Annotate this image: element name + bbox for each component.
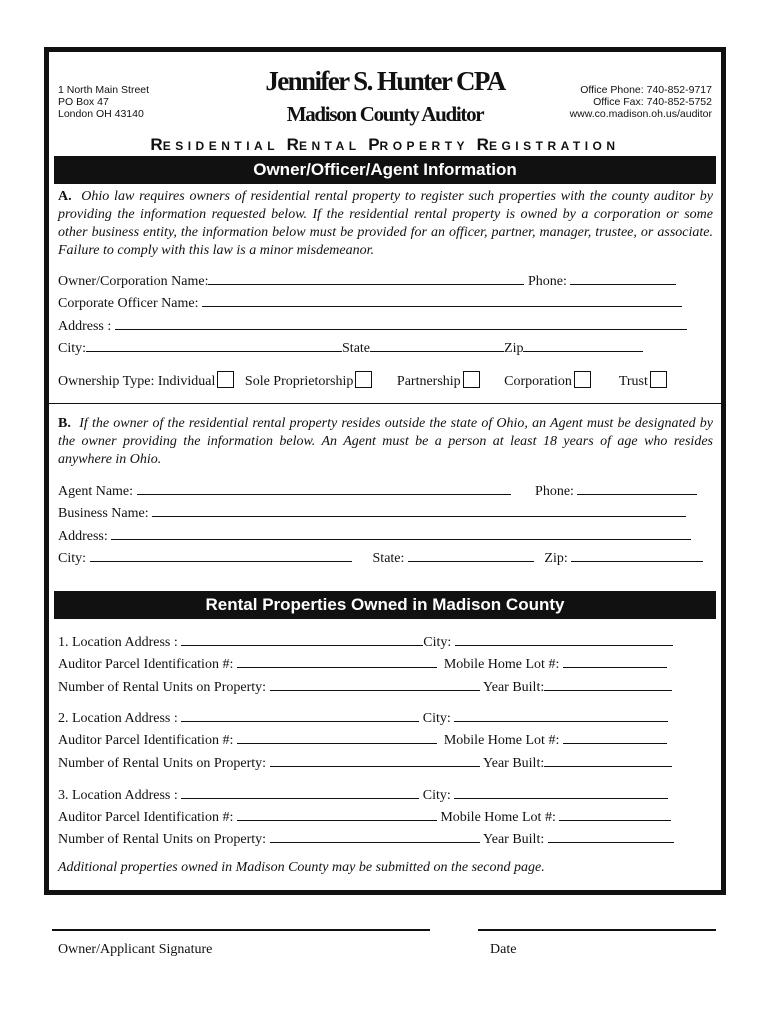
sole-proprietorship-label: Sole Proprietorship xyxy=(244,374,354,389)
officer-name-field[interactable] xyxy=(202,294,682,307)
auditor-name: Jennifer S. Hunter CPA xyxy=(265,66,505,96)
section-header-owner: Owner/Officer/Agent Information xyxy=(54,156,716,184)
agent-city-label: City: xyxy=(58,551,87,566)
office-contact xyxy=(570,84,712,120)
owner-city-row xyxy=(58,339,643,357)
agent-zip-field[interactable] xyxy=(571,549,703,562)
address-line: London OH 43140 xyxy=(58,108,144,120)
property-3-location-row xyxy=(58,786,668,804)
officer-name-row xyxy=(58,294,682,312)
agent-name-row xyxy=(58,482,697,500)
owner-phone-field[interactable] xyxy=(570,272,676,285)
owner-city-field[interactable] xyxy=(86,339,342,352)
property-city-label: City: xyxy=(422,788,451,803)
agent-name-label: Agent Name: xyxy=(58,484,134,499)
property-location-label: 3. Location Address : xyxy=(58,788,178,803)
owner-state-label: State xyxy=(342,341,371,356)
property-year-label: Year Built: xyxy=(483,756,545,771)
agent-name-field[interactable] xyxy=(137,482,511,495)
section-b-paragraph xyxy=(58,415,713,469)
owner-state-field[interactable] xyxy=(370,339,504,352)
property-3-location-field[interactable] xyxy=(181,786,419,799)
property-lot-label: Mobile Home Lot #: xyxy=(443,657,560,672)
address-line: 1 North Main Street xyxy=(58,84,150,96)
property-2-parcel-field[interactable] xyxy=(237,731,437,744)
contact-line: Office Fax: 740-852-5752 xyxy=(593,96,712,108)
officer-name-label: Corporate Officer Name: xyxy=(58,296,199,311)
owner-city-label: City: xyxy=(58,341,87,356)
property-3-parcel-field[interactable] xyxy=(237,808,437,821)
agent-state-field[interactable] xyxy=(408,549,534,562)
property-lot-label: Mobile Home Lot #: xyxy=(440,810,556,825)
para-label-a: A. xyxy=(58,189,72,204)
business-name-field[interactable] xyxy=(152,504,686,517)
owner-name-field[interactable] xyxy=(208,272,524,285)
auditor-office: Madison County Auditor xyxy=(286,102,484,126)
property-1-parcel-row xyxy=(58,655,667,673)
section-header-properties: Rental Properties Owned in Madison County xyxy=(54,591,716,619)
property-units-label: Number of Rental Units on Property: xyxy=(58,832,267,847)
property-year-label: Year Built: xyxy=(483,680,545,695)
form-title: RESIDENTIAL RENTAL PROPERTY REGISTRATION xyxy=(150,135,620,154)
property-parcel-label: Auditor Parcel Identification #: xyxy=(58,657,234,672)
agent-phone-label: Phone: xyxy=(535,484,574,499)
section-b-text: If the owner of the residential rental property resides outside the state of Ohio, an Agent must be designated by the owner providing the information below. An Agent must be a person at least 18 years of age who resides anywhere in Ohio. xyxy=(58,416,713,467)
property-3-units-row xyxy=(58,830,674,848)
property-units-label: Number of Rental Units on Property: xyxy=(58,756,267,771)
agent-zip-label: Zip: xyxy=(544,551,568,566)
agent-address-field[interactable] xyxy=(111,527,691,540)
website-link[interactable]: www.co.madison.oh.us/auditor xyxy=(569,108,712,120)
property-parcel-label: Auditor Parcel Identification #: xyxy=(58,810,234,825)
agent-phone-field[interactable] xyxy=(577,482,697,495)
property-1-location-row xyxy=(58,633,673,651)
property-city-label: City: xyxy=(422,711,451,726)
signature-line[interactable] xyxy=(52,929,430,931)
property-1-units-row xyxy=(58,678,672,696)
property-city-label: City: xyxy=(423,635,452,650)
owner-zip-label: Zip xyxy=(504,341,524,356)
property-parcel-label: Auditor Parcel Identification #: xyxy=(58,733,234,748)
owner-address-field[interactable] xyxy=(115,317,687,330)
address-line: PO Box 47 xyxy=(58,96,109,108)
owner-address-row xyxy=(58,317,687,335)
property-1-units-field[interactable] xyxy=(270,678,480,691)
property-2-year-field[interactable] xyxy=(544,754,672,767)
agent-address-label: Address: xyxy=(58,529,108,544)
owner-zip-field[interactable] xyxy=(523,339,643,352)
owner-phone-label: Phone: xyxy=(527,274,567,289)
owner-name-label: Owner/Corporation Name: xyxy=(58,274,209,289)
property-1-city-field[interactable] xyxy=(455,633,673,646)
agent-city-field[interactable] xyxy=(90,549,352,562)
section-a-text: Ohio law requires owners of residential rental property to register such properties with the county auditor by providing the information requested below. If the residential rental property is owned by a corporation or some other business entity, the information below must be provided for an officer, partner, manager, trustee, or associate. Failure to comply with this law is a minor misdemeanor. xyxy=(58,189,713,258)
signature-label: Owner/Applicant Signature xyxy=(58,942,213,957)
trust-label: Trust xyxy=(618,374,648,389)
business-name-row xyxy=(58,504,686,522)
business-name-label: Business Name: xyxy=(58,506,149,521)
property-2-lot-field[interactable] xyxy=(563,731,667,744)
property-1-lot-field[interactable] xyxy=(563,655,667,668)
property-1-parcel-field[interactable] xyxy=(237,655,437,668)
property-1-location-field[interactable] xyxy=(181,633,423,646)
additional-properties-note: Additional properties owned in Madison County may be submitted on the second page. xyxy=(58,860,545,875)
date-label: Date xyxy=(490,942,517,957)
property-location-label: 2. Location Address : xyxy=(58,711,178,726)
agent-state-label: State: xyxy=(372,551,405,566)
owner-name-row xyxy=(58,272,676,290)
ownership-individual-label: Ownership Type: Individual xyxy=(58,374,216,389)
section-a-paragraph xyxy=(58,188,713,260)
property-3-year-field[interactable] xyxy=(548,830,674,843)
property-2-units-field[interactable] xyxy=(270,754,480,767)
property-3-parcel-row xyxy=(58,808,671,826)
property-lot-label: Mobile Home Lot #: xyxy=(443,733,560,748)
para-label-b: B. xyxy=(58,416,71,431)
owner-address-label: Address : xyxy=(58,319,112,334)
property-3-city-field[interactable] xyxy=(454,786,668,799)
individual-checkbox[interactable] xyxy=(217,371,234,388)
corporation-checkbox[interactable] xyxy=(574,371,591,388)
property-1-year-field[interactable] xyxy=(544,678,672,691)
property-2-units-row xyxy=(58,754,672,772)
property-2-location-row xyxy=(58,709,668,727)
property-3-units-field[interactable] xyxy=(270,830,480,843)
property-location-label: 1. Location Address : xyxy=(58,635,178,650)
ownership-type-row xyxy=(58,371,667,390)
sole-proprietorship-checkbox[interactable] xyxy=(355,371,372,388)
partnership-checkbox[interactable] xyxy=(463,371,480,388)
property-units-label: Number of Rental Units on Property: xyxy=(58,680,267,695)
property-3-lot-field[interactable] xyxy=(559,808,671,821)
agent-address-row xyxy=(58,527,691,545)
property-year-label: Year Built: xyxy=(483,832,545,847)
trust-checkbox[interactable] xyxy=(650,371,667,388)
date-line[interactable] xyxy=(478,929,716,931)
section-divider xyxy=(49,403,721,404)
corporation-label: Corporation xyxy=(504,374,572,389)
property-2-parcel-row xyxy=(58,731,667,749)
property-2-location-field[interactable] xyxy=(181,709,419,722)
partnership-label: Partnership xyxy=(396,374,461,389)
property-2-city-field[interactable] xyxy=(454,709,668,722)
agent-city-row xyxy=(58,549,703,567)
contact-line: Office Phone: 740-852-9717 xyxy=(580,84,712,96)
